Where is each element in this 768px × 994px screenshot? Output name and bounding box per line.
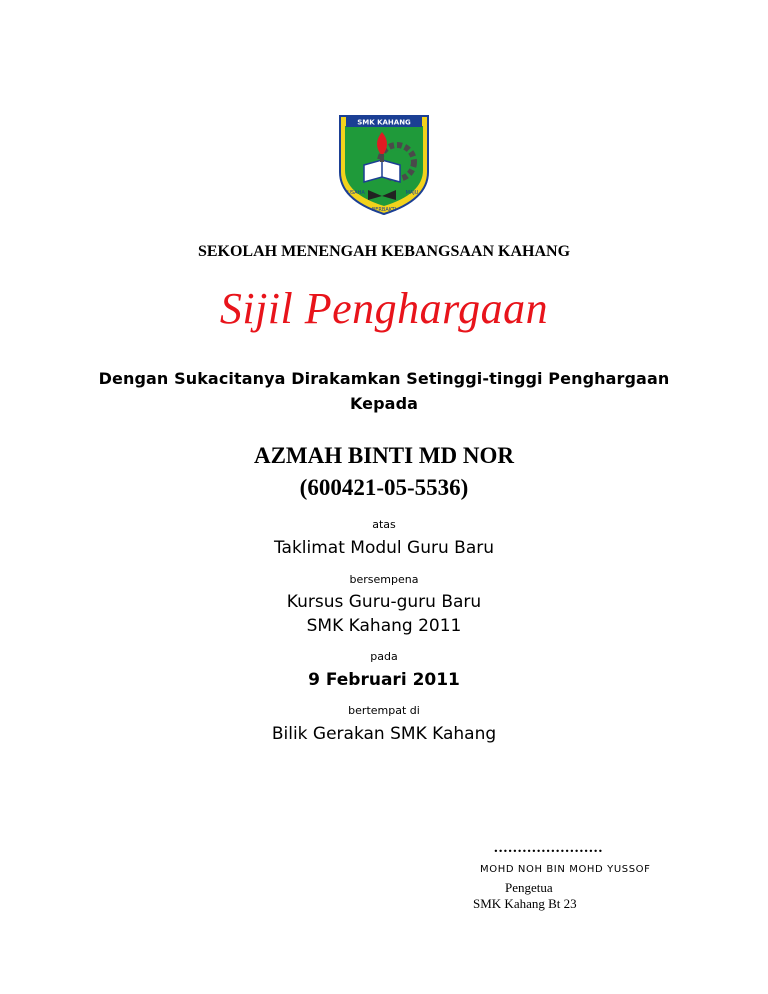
signatory-role: Pengetua	[505, 880, 553, 895]
event-place: Bilik Gerakan SMK Kahang	[271, 724, 497, 744]
label-pada: pada	[370, 650, 398, 663]
event-name: Taklimat Modul Guru Baru	[273, 538, 495, 558]
subtitle-line-2: Kepada	[349, 394, 419, 413]
course-venue-year: SMK Kahang 2011	[306, 616, 462, 636]
label-atas: atas	[372, 518, 396, 531]
signatory-name: MOHD NOH BIN MOHD YUSSOF	[480, 864, 651, 875]
signature-line: .......................	[494, 840, 604, 856]
course-name: Kursus Guru-guru Baru	[286, 592, 482, 612]
signatory-school: SMK Kahang Bt 23	[473, 896, 577, 911]
recipient-ic-number: (600421-05-5536)	[299, 475, 469, 500]
certificate-title: Sijil Penghargaan	[219, 284, 549, 333]
crest-banner-text: SMK KAHANG	[357, 118, 411, 127]
label-bersempena: bersempena	[349, 573, 419, 586]
label-bertempat: bertempat di	[348, 704, 420, 717]
crest-motto-left: USAHA	[347, 190, 365, 196]
event-date: 9 Februari 2011	[308, 670, 460, 690]
school-crest-logo	[334, 110, 434, 218]
recipient-name: AZMAH BINTI MD NOR	[253, 443, 515, 468]
crest-motto-right: MAJU	[405, 190, 419, 196]
crest-motto-bottom: BERBAKTI	[371, 207, 397, 213]
school-name: SEKOLAH MENENGAH KEBANGSAAN KAHANG	[197, 243, 571, 260]
subtitle-line-1: Dengan Sukacitanya Dirakamkan Setinggi-tinggi Penghargaan	[98, 369, 670, 388]
